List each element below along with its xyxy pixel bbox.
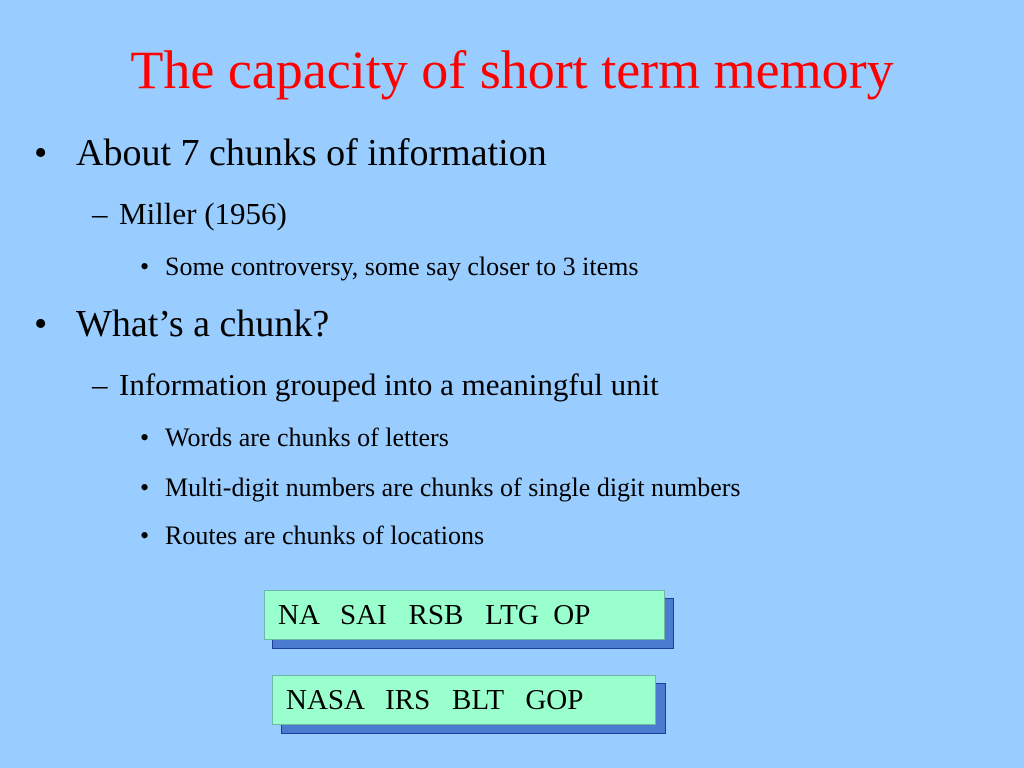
example-box-unchunked: NA SAI RSB LTG OP — [264, 590, 665, 640]
sub-bullet-text: Miller (1956) — [119, 196, 287, 231]
dash-marker: – — [92, 196, 108, 231]
example-box-chunked: NASA IRS BLT GOP — [272, 675, 656, 725]
sub-sub-bullet-text: Multi-digit numbers are chunks of single digit numbers — [165, 473, 741, 502]
bullet-marker: • — [140, 473, 150, 502]
sub-sub-bullet-text: Words are chunks of letters — [165, 423, 449, 452]
slide-title: The capacity of short term memory — [130, 40, 894, 100]
dash-marker: – — [92, 367, 108, 402]
sub-sub-bullet-text: Routes are chunks of locations — [165, 521, 485, 550]
bullet-text: About 7 chunks of information — [76, 132, 547, 174]
bullet-marker: • — [140, 423, 150, 452]
bullet-marker: • — [140, 521, 150, 550]
sub-bullet-text: Information grouped into a meaningful unit — [119, 367, 659, 402]
bullet-marker: • — [34, 132, 48, 174]
bullet-text: What’s a chunk? — [76, 303, 330, 345]
bullet-marker: • — [140, 252, 150, 281]
sub-sub-bullet-text: Some controversy, some say closer to 3 items — [165, 252, 639, 281]
bullet-marker: • — [34, 303, 48, 345]
